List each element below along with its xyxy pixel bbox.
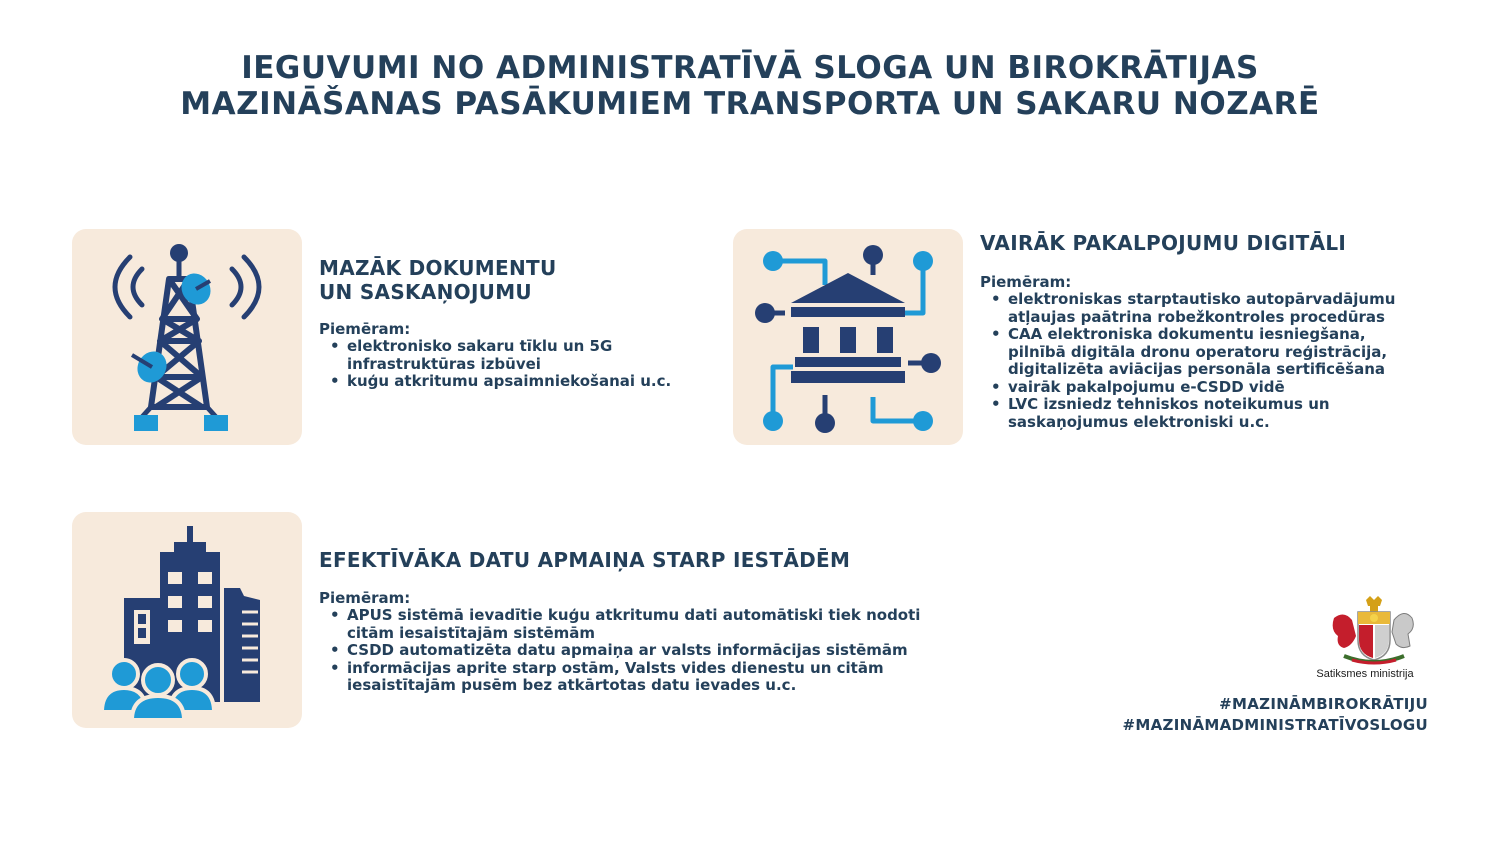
exchange-lead: Piemēram: [319,589,411,607]
coat-of-arms-icon [1322,596,1422,668]
exchange-list [319,607,999,695]
digital-institution-icon [733,229,963,445]
digital-list [980,291,1450,431]
list-item: • APUS sistēmā ievadītie kuģu atkritumu dati automātiski tiek nodoti citām iesaistītajām sistēmām [347,607,999,642]
list-item: • CSDD automatizēta datu apmaiņa ar valsts informācijas sistēmām [347,642,999,660]
documents-list [319,338,719,391]
digital-heading: VAIRĀK PAKALPOJUMU DIGITĀLI [980,231,1347,255]
digital-card [733,229,963,445]
buildings-people-icon [72,512,302,728]
exchange-heading: EFEKTĪVĀKA DATU APMAIŅA STARP IESTĀDĒM [319,548,851,572]
list-item: • elektroniskas starptautisko autopārvadājumu atļaujas paātrina robežkontroles procedūras [1008,291,1450,326]
digital-section [980,231,1450,431]
list-item: • LVC izsniedz tehniskos noteikumus un saskaņojumus elektroniski u.c. [1008,396,1450,431]
page-title [0,50,1500,122]
list-item: • CAA elektroniska dokumentu iesniegšana, pilnībā digitāla dronu operatoru reģistrācija, digitalizēta aviācijas personāla sertificēšana [1008,326,1450,379]
documents-section [319,256,719,391]
documents-heading: MAZĀK DOKUMENTU UN SASKAŅOJUMU [319,256,557,304]
hashtags [1123,694,1428,736]
title-line-1: IEGUVUMI NO ADMINISTRATĪVĀ SLOGA UN BIROKRĀTIJAS [241,50,1259,86]
documents-card [72,229,302,445]
hashtag-1: #MAZINĀMBIROKRĀTIJU [1219,695,1428,713]
digital-lead: Piemēram: [980,273,1072,291]
logo-caption: Satiksmes ministrija [1316,668,1414,680]
hashtag-2: #MAZINĀMADMINISTRATĪVOSLOGU [1122,716,1428,734]
list-item: • kuģu atkritumu apsaimniekošanai u.c. [347,373,719,391]
cell-tower-icon [72,229,302,445]
list-item: • vairāk pakalpojumu e-CSDD vidē [1008,379,1450,397]
list-item: • elektronisko sakaru tīklu un 5G infrastruktūras izbūvei [347,338,719,373]
exchange-card [72,512,302,728]
documents-lead: Piemēram: [319,320,411,338]
title-line-2: MAZINĀŠANAS PASĀKUMIEM TRANSPORTA UN SAKARU NOZARĒ [180,86,1320,122]
list-item: • informācijas aprite starp ostām, Valsts vides dienestu un citām iesaistītajām pusēm bez atkārtotas datu ievades u.c. [347,660,999,695]
exchange-section [319,548,999,695]
